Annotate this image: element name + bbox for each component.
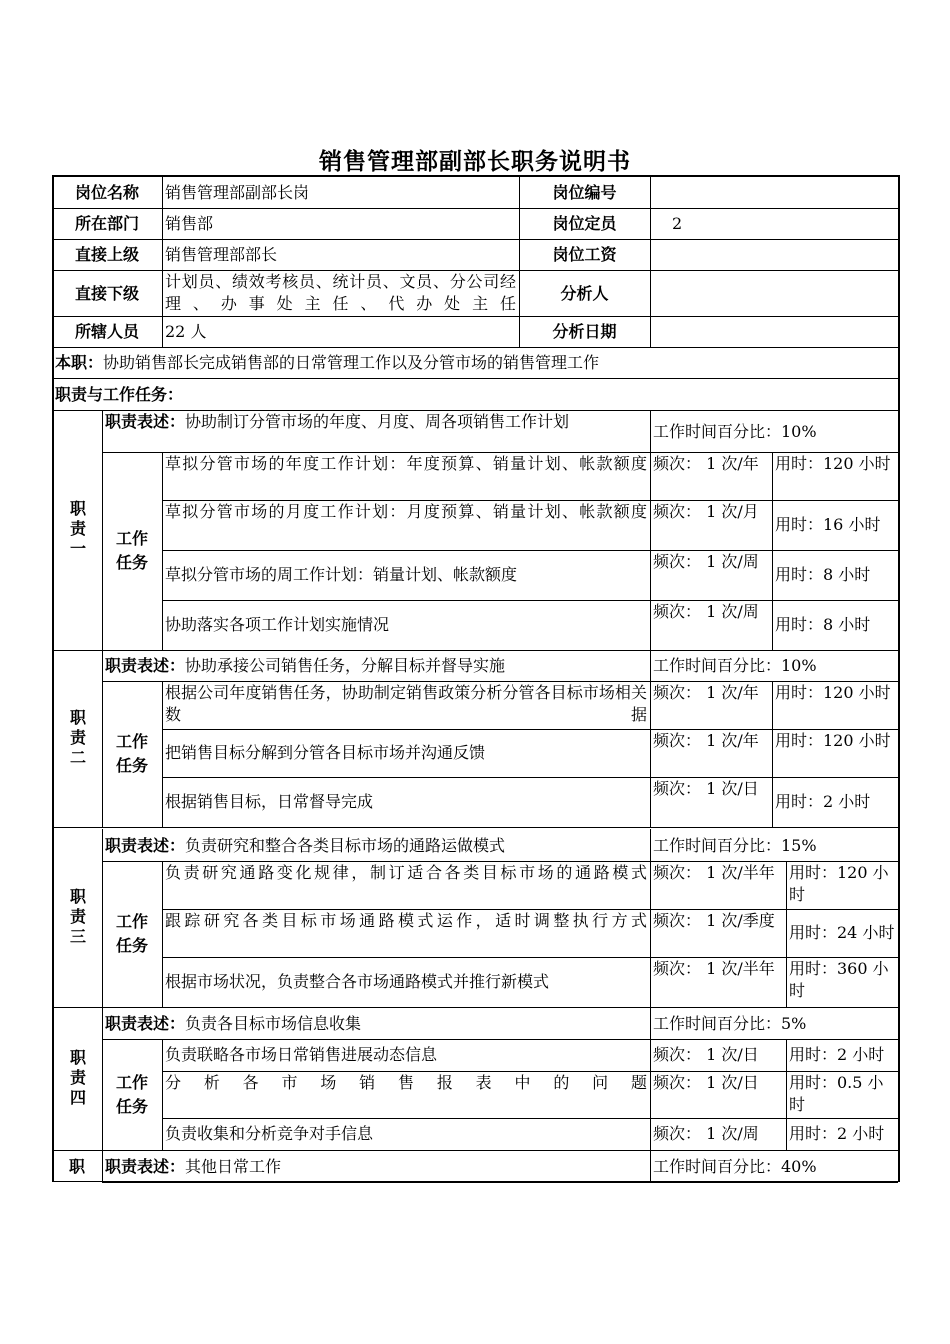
time-percent: 工作时间百分比：5% <box>653 1013 807 1033</box>
task-frequency: 频次： 1 次/半年 <box>653 863 775 882</box>
responsibility-name: 职责一 <box>67 500 87 560</box>
staff-label: 所辖人员 <box>74 322 139 341</box>
task-duration: 用时：8 小时 <box>775 615 871 634</box>
task-duration: 用时：120 小时 <box>775 731 891 750</box>
responsibility-desc-row <box>102 829 650 861</box>
task-frequency: 频次： 1 次/周 <box>653 1124 759 1143</box>
table-grid-line <box>162 909 898 910</box>
desc-label: 职责表述： <box>105 656 186 675</box>
table-grid-line <box>786 861 787 1007</box>
duty-text: 协助销售部长完成销售部的日常管理工作以及分管市场的销售管理工作 <box>103 353 600 372</box>
task-text: 根据市场状况，负责整合各市场通路模式并推行新模式 <box>165 972 550 991</box>
post-name-value: 销售管理部副部长岗 <box>165 182 310 202</box>
task-duration: 用时：16 小时 <box>775 515 881 534</box>
table-grid-line <box>52 650 898 651</box>
task-frequency: 频次： 1 次/周 <box>653 552 759 571</box>
desc-text: 协助承接公司销售任务，分解目标并督导实施 <box>185 656 506 675</box>
time-percent: 工作时间百分比：40% <box>653 1156 817 1176</box>
date-value <box>650 316 898 347</box>
responsibility-name: 职责三 <box>67 888 87 948</box>
date-label: 分析日期 <box>552 322 617 341</box>
tasks-header: 职责与工作任务： <box>55 384 184 404</box>
table-grid-line <box>102 410 103 650</box>
task-duration: 用时：2 小时 <box>789 1045 885 1064</box>
table-grid-line <box>162 729 898 730</box>
table-grid-line <box>650 410 651 650</box>
table-grid-line <box>52 827 898 828</box>
task-duration: 用时：24 小时 <box>789 923 895 942</box>
table-grid-line <box>52 347 898 348</box>
analyst-value <box>650 270 898 316</box>
analyst-label: 分析人 <box>560 283 609 303</box>
task-frequency: 频次： 1 次/年 <box>653 731 759 750</box>
table-grid-line <box>162 452 163 650</box>
document-title: 销售管理部副部长职务说明书 <box>319 149 631 175</box>
table-grid-line <box>519 176 520 347</box>
desc-text: 其他日常工作 <box>185 1156 282 1176</box>
task-duration: 用时：120 小时 <box>789 863 889 904</box>
responsibility-name: 职责四 <box>67 1048 87 1109</box>
desc-label: 职责表述： <box>105 835 186 855</box>
task-duration: 用时：2 小时 <box>789 1124 885 1143</box>
time-percent: 工作时间百分比：15% <box>653 835 817 855</box>
work-task-label: 工作任务 <box>115 732 148 775</box>
desc-text: 负责研究和整合各类目标市场的通路运做模式 <box>185 835 506 855</box>
task-text: 跟踪研究各类目标市场通路模式运作，适时调整执行方式 <box>165 911 647 930</box>
task-text: 把销售目标分解到分管各目标市场并沟通反馈 <box>165 743 486 762</box>
table-grid-line <box>102 1182 898 1183</box>
task-text: 草拟分管市场的周工作计划：销量计划、帐款额度 <box>165 565 518 584</box>
table-grid-line <box>162 176 163 347</box>
salary-label: 岗位工资 <box>552 245 617 264</box>
table-grid-line <box>772 681 773 827</box>
desc-label: 职责表述： <box>105 1013 186 1033</box>
post-name-label: 岗位名称 <box>74 182 139 202</box>
duty-row <box>52 347 898 378</box>
table-grid-line <box>162 1071 898 1072</box>
table-grid-line <box>162 957 898 958</box>
responsibility-desc-row <box>102 1150 650 1182</box>
table-grid-line <box>162 777 898 778</box>
dept-value: 销售部 <box>165 214 214 233</box>
table-grid-line <box>162 1039 163 1150</box>
table-grid-line <box>162 681 163 827</box>
responsibility-desc-row <box>102 410 650 452</box>
table-grid-line <box>52 410 898 411</box>
time-percent: 工作时间百分比：10% <box>653 656 817 675</box>
table-grid-line <box>162 600 898 601</box>
table-grid-line <box>162 550 898 551</box>
desc-text: 协助制订分管市场的年度、月度、周各项销售工作计划 <box>185 412 570 431</box>
task-duration: 用时：8 小时 <box>775 565 871 584</box>
table-grid-line <box>162 861 163 1007</box>
table-grid-line <box>102 861 898 862</box>
table-grid-line <box>786 1039 787 1150</box>
task-frequency: 频次： 1 次/日 <box>653 1073 759 1092</box>
table-grid-line <box>650 650 651 827</box>
table-grid-line <box>162 500 898 501</box>
work-task-label: 工作任务 <box>115 912 148 955</box>
table-grid-line <box>650 176 651 347</box>
subordinate-value: 计划员、绩效考核员、统计员、文员、分公司经理、办事处主任、代办处主任 <box>165 272 516 313</box>
subordinate-label: 直接下级 <box>74 283 139 303</box>
duty-label: 本职： <box>55 353 104 372</box>
task-text: 根据销售目标，日常督导完成 <box>165 792 374 811</box>
table-grid-line <box>52 175 899 177</box>
desc-label: 职责表述： <box>105 1156 186 1176</box>
task-text: 根据公司年度销售任务，协助制定销售政策分析分管各目标市场相关数据 <box>165 683 647 724</box>
table-grid-line <box>52 1150 898 1151</box>
table-grid-line <box>52 175 54 1182</box>
task-text: 负责联略各市场日常销售进展动态信息 <box>165 1045 438 1064</box>
task-duration: 用时：120 小时 <box>775 683 891 702</box>
task-frequency: 频次： 1 次/周 <box>653 602 759 621</box>
time-percent: 工作时间百分比：10% <box>653 421 817 441</box>
task-frequency: 频次： 1 次/日 <box>653 1045 759 1064</box>
table-grid-line <box>102 1150 103 1182</box>
responsibility-desc-row <box>102 650 650 681</box>
quota-value: 2 <box>672 214 683 233</box>
task-frequency: 频次： 1 次/月 <box>653 502 759 521</box>
work-task-label: 工作任务 <box>115 1072 148 1116</box>
task-duration: 用时：0.5 小时 <box>789 1073 884 1114</box>
table-grid-line <box>102 1007 103 1150</box>
responsibility-name: 职 <box>68 1156 85 1176</box>
table-grid-line <box>52 270 898 271</box>
superior-label: 直接上级 <box>74 245 139 264</box>
table-grid-line <box>102 829 103 1007</box>
desc-text: 负责各目标市场信息收集 <box>185 1013 362 1033</box>
table-grid-line <box>52 239 898 240</box>
task-frequency: 频次： 1 次/年 <box>653 683 759 702</box>
desc-label: 职责表述： <box>105 412 186 431</box>
task-text: 草拟分管市场的月度工作计划：月度预算、销量计划、帐款额度 <box>165 502 647 521</box>
superior-value: 销售管理部部长 <box>165 245 278 264</box>
task-duration: 用时：2 小时 <box>775 792 871 811</box>
table-grid-line <box>102 452 898 453</box>
table-grid-line <box>650 1007 651 1150</box>
staff-value: 22 人 <box>165 322 207 341</box>
table-grid-line <box>772 452 773 650</box>
table-grid-line <box>102 1039 898 1040</box>
post-no-value <box>650 176 898 208</box>
table-grid-line <box>52 378 898 379</box>
table-grid-line <box>162 1118 898 1119</box>
task-duration: 用时：120 小时 <box>775 454 891 473</box>
task-text: 负责收集和分析竞争对手信息 <box>165 1124 374 1143</box>
table-grid-line <box>102 650 103 827</box>
table-grid-line <box>52 316 898 317</box>
task-text: 分析各市场销售报表中的问题 <box>165 1073 647 1092</box>
table-grid-line <box>898 175 900 1182</box>
table-grid-line <box>52 208 898 209</box>
task-duration: 用时：360 小时 <box>789 959 889 1000</box>
quota-label: 岗位定员 <box>552 214 617 233</box>
task-frequency: 频次： 1 次/年 <box>653 454 759 473</box>
dept-label: 所在部门 <box>74 214 139 233</box>
table-grid-line <box>650 829 651 1007</box>
table-grid-line <box>52 1007 898 1008</box>
responsibility-desc-row <box>102 1007 650 1039</box>
task-frequency: 频次： 1 次/季度 <box>653 911 775 930</box>
table-grid-line <box>102 681 898 682</box>
responsibility-name: 职责二 <box>67 708 87 769</box>
task-frequency: 频次： 1 次/半年 <box>653 959 775 978</box>
post-no-label: 岗位编号 <box>552 182 617 202</box>
task-text: 草拟分管市场的年度工作计划：年度预算、销量计划、帐款额度 <box>165 454 647 473</box>
task-text: 负责研究通路变化规律，制订适合各类目标市场的通路模式 <box>165 863 647 882</box>
table-grid-line <box>650 1150 651 1182</box>
task-text: 协助落实各项工作计划实施情况 <box>165 615 390 634</box>
task-frequency: 频次： 1 次/日 <box>653 779 759 798</box>
work-task-label: 工作任务 <box>115 529 148 572</box>
salary-value <box>650 239 898 270</box>
